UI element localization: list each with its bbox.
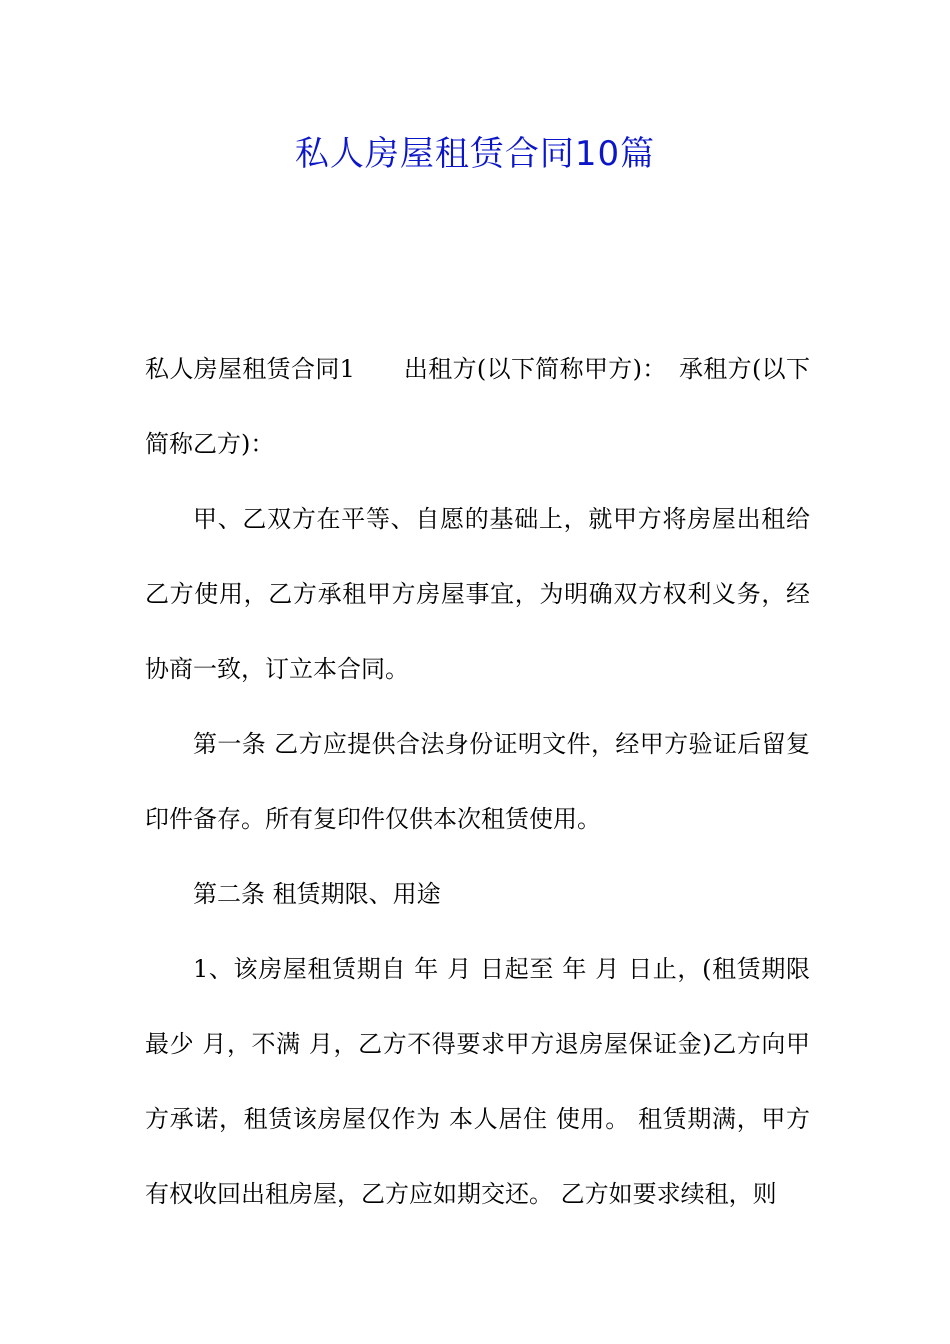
article-two-heading: 第二条 租赁期限、用途 [193,880,441,908]
document-body [145,332,810,1232]
lease-term-paragraph: 1、该房屋租赁期自 年 月 日起至 年 月 日止，(租赁期限最少 月，不满 月，乙方不得要求甲方退房屋保证金)乙方向甲方承诺，租赁该房屋仅作为 本人居住 使用。 租赁期满，甲方有权收回出租房屋，乙方应如期交还。 乙方如要求续租，则 [145,955,810,1208]
intro-paragraph: 甲、乙双方在平等、自愿的基础上，就甲方将房屋出租给乙方使用，乙方承租甲方房屋事宜，为明确双方权利义务，经协商一致，订立本合同。 [145,505,810,683]
article-one-paragraph: 第一条 乙方应提供合法身份证明文件，经甲方验证后留复印件备存。所有复印件仅供本次租赁使用。 [145,730,810,833]
contract-heading-paragraph: 私人房屋租赁合同1 出租方(以下简称甲方)： 承租方(以下简称乙方)： [145,355,810,458]
document-title: 私人房屋租赁合同10篇 [294,134,656,174]
